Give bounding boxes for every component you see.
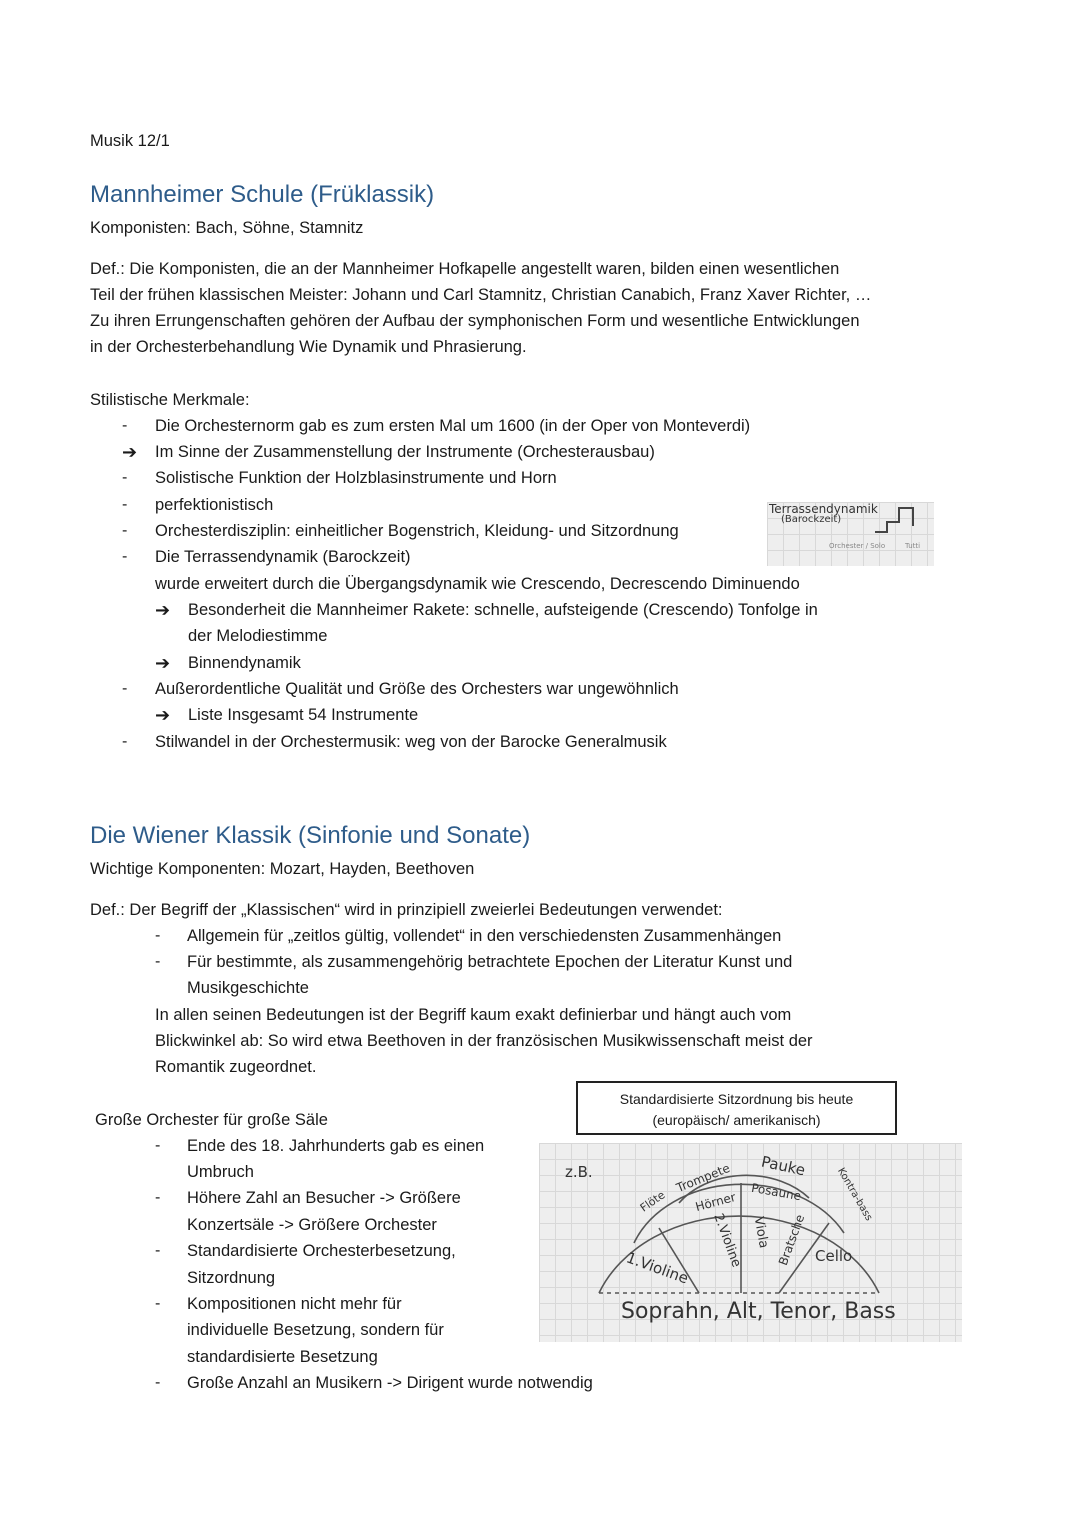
dash-bullet: - [122, 469, 128, 486]
dash-bullet: - [122, 522, 128, 539]
arrow-right-icon: ➔ [155, 600, 171, 620]
dash-bullet: - [155, 1374, 161, 1391]
seating-label: 1.Violine [623, 1248, 691, 1288]
seating-label: Viola [750, 1215, 772, 1250]
orchestra-point: Standardisierte Orchesterbesetzung, [187, 1242, 456, 1260]
caption-line: Standardisierte Sitzordnung bis heute [619, 1091, 854, 1107]
orchestra-point: Konzertsäle -> Größere Orchester [187, 1216, 437, 1234]
seating-label: Trompete [674, 1160, 732, 1196]
feature-item: Stilwandel in der Orchestermusik: weg von der Barocke Generalmusik [155, 733, 667, 751]
seating-diagram [539, 1143, 962, 1342]
orchestra-point: Umbruch [187, 1163, 254, 1181]
composers-line: Komponisten: Bach, Söhne, Stamnitz [90, 219, 364, 237]
paragraph-line: Romantik zugeordnet. [155, 1058, 317, 1076]
arrow-right-icon: ➔ [122, 442, 138, 462]
dash-bullet: - [155, 1242, 161, 1259]
feature-item: Außerordentliche Qualität und Größe des Orchesters war ungewöhnlich [155, 680, 679, 698]
dash-bullet: - [155, 1137, 161, 1154]
section-title-wiener-klassik: Die Wiener Klassik (Sinfonie und Sonate) [90, 822, 531, 849]
seating-label: z.B. [565, 1163, 593, 1181]
definition-line: Def.: Die Komponisten, die an der Mannheimer Hofkapelle angestellt waren, bilden einen wesentlichen [90, 260, 840, 278]
orchestra-point: Höhere Zahl an Besucher -> Größere [187, 1189, 461, 1207]
orchestra-point: individuelle Besetzung, sondern für [187, 1321, 444, 1339]
feature-item: Die Terrassendynamik (Barockzeit) [155, 548, 411, 566]
seating-voices-label: Soprahn, Alt, Tenor, Bass [621, 1299, 896, 1324]
orchestra-point: Ende des 18. Jahrhunderts gab es einen [187, 1137, 485, 1155]
sketch-title: Terrassendynamik [769, 502, 878, 516]
seating-label: Cello [815, 1247, 853, 1265]
arrow-right-icon: ➔ [155, 653, 171, 673]
feature-item: Solistische Funktion der Holzblasinstrumente und Horn [155, 469, 557, 487]
feature-item: wurde erweitert durch die Übergangsdynamik wie Crescendo, Decrescendo Diminuendo [155, 575, 800, 593]
orchestra-point: Große Anzahl an Musikern -> Dirigent wurde notwendig [187, 1374, 593, 1392]
course-label: Musik 12/1 [90, 132, 170, 150]
feature-item: Besonderheit die Mannheimer Rakete: schnelle, aufsteigende (Crescendo) Tonfolge in [188, 601, 818, 619]
feature-item: Im Sinne der Zusammenstellung der Instrumente (Orchesterausbau) [155, 443, 655, 461]
dash-bullet: - [122, 548, 128, 565]
dash-bullet: - [155, 1189, 161, 1206]
dash-bullet: - [122, 496, 128, 513]
dash-bullet: - [155, 953, 161, 970]
seating-label: Hörner [693, 1189, 738, 1215]
orchestra-point: standardisierte Besetzung [187, 1348, 378, 1366]
dash-bullet: - [122, 680, 128, 697]
dash-bullet: - [122, 733, 128, 750]
section-title-mannheim: Mannheimer Schule (Früklassik) [90, 181, 435, 208]
orchestra-heading: Große Orchester für große Säle [95, 1111, 328, 1129]
seating-label: Posaune [750, 1180, 803, 1204]
sketch-label-left: Orchester / Solo [829, 542, 886, 550]
meaning-item: Musikgeschichte [187, 979, 309, 997]
feature-item: Binnendynamik [188, 654, 301, 672]
feature-item: Liste Insgesamt 54 Instrumente [188, 706, 419, 724]
feature-item: Orchesterdisziplin: einheitlicher Bogenstrich, Kleidung- und Sitzordnung [155, 522, 679, 540]
orchestra-point: Kompositionen nicht mehr für [187, 1295, 402, 1313]
seating-caption-box [576, 1081, 897, 1135]
composers-line: Wichtige Komponenten: Mozart, Hayden, Beethoven [90, 860, 475, 878]
caption-line: (europäisch/ amerikanisch) [652, 1112, 821, 1128]
seating-label: Bratsche [775, 1212, 808, 1268]
seating-label: Kontra-bass [835, 1166, 875, 1223]
paragraph-line: In allen seinen Bedeutungen ist der Begriff kaum exakt definierbar und hängt auch vom [155, 1006, 792, 1024]
dash-bullet: - [122, 417, 128, 434]
dash-bullet: - [155, 927, 161, 944]
paragraph-line: Blickwinkel ab: So wird etwa Beethoven in der französischen Musikwissenschaft meist der [155, 1032, 813, 1050]
feature-item: Die Orchesternorm gab es zum ersten Mal um 1600 (in der Oper von Monteverdi) [155, 417, 751, 435]
step-curve-icon [767, 502, 934, 566]
terrace-dynamics-sketch [767, 502, 934, 566]
seating-label: Flöte [637, 1188, 668, 1215]
features-heading: Stilistische Merkmale: [90, 391, 250, 409]
sketch-subtitle: (Barockzeit) [781, 514, 842, 525]
definition-intro: Def.: Der Begriff der „Klassischen“ wird in prinzipiell zweierlei Bedeutungen verwendet: [90, 901, 723, 919]
sketch-label-right: Tutti [905, 542, 921, 550]
feature-item: perfektionistisch [155, 496, 274, 514]
seating-label: 2.Violine [710, 1211, 744, 1270]
arrow-right-icon: ➔ [155, 705, 171, 725]
definition-line: Teil der frühen klassischen Meister: Johann und Carl Stamnitz, Christian Canabich, Franz Xaver Richter, … [90, 286, 872, 304]
orchestra-point: Sitzordnung [187, 1269, 276, 1287]
definition-line: in der Orchesterbehandlung Wie Dynamik und Phrasierung. [90, 338, 527, 356]
definition-line: Zu ihren Errungenschaften gehören der Aufbau der symphonischen Form und wesentliche Entwicklungen [90, 312, 860, 330]
meaning-item: Allgemein für „zeitlos gültig, vollendet“ in den verschiedensten Zusammenhängen [187, 927, 782, 945]
seating-label: Pauke [759, 1152, 807, 1180]
meaning-item: Für bestimmte, als zusammengehörig betrachtete Epochen der Literatur Kunst und [187, 953, 793, 971]
dash-bullet: - [155, 1295, 161, 1312]
feature-item: der Melodiestimme [188, 627, 328, 645]
